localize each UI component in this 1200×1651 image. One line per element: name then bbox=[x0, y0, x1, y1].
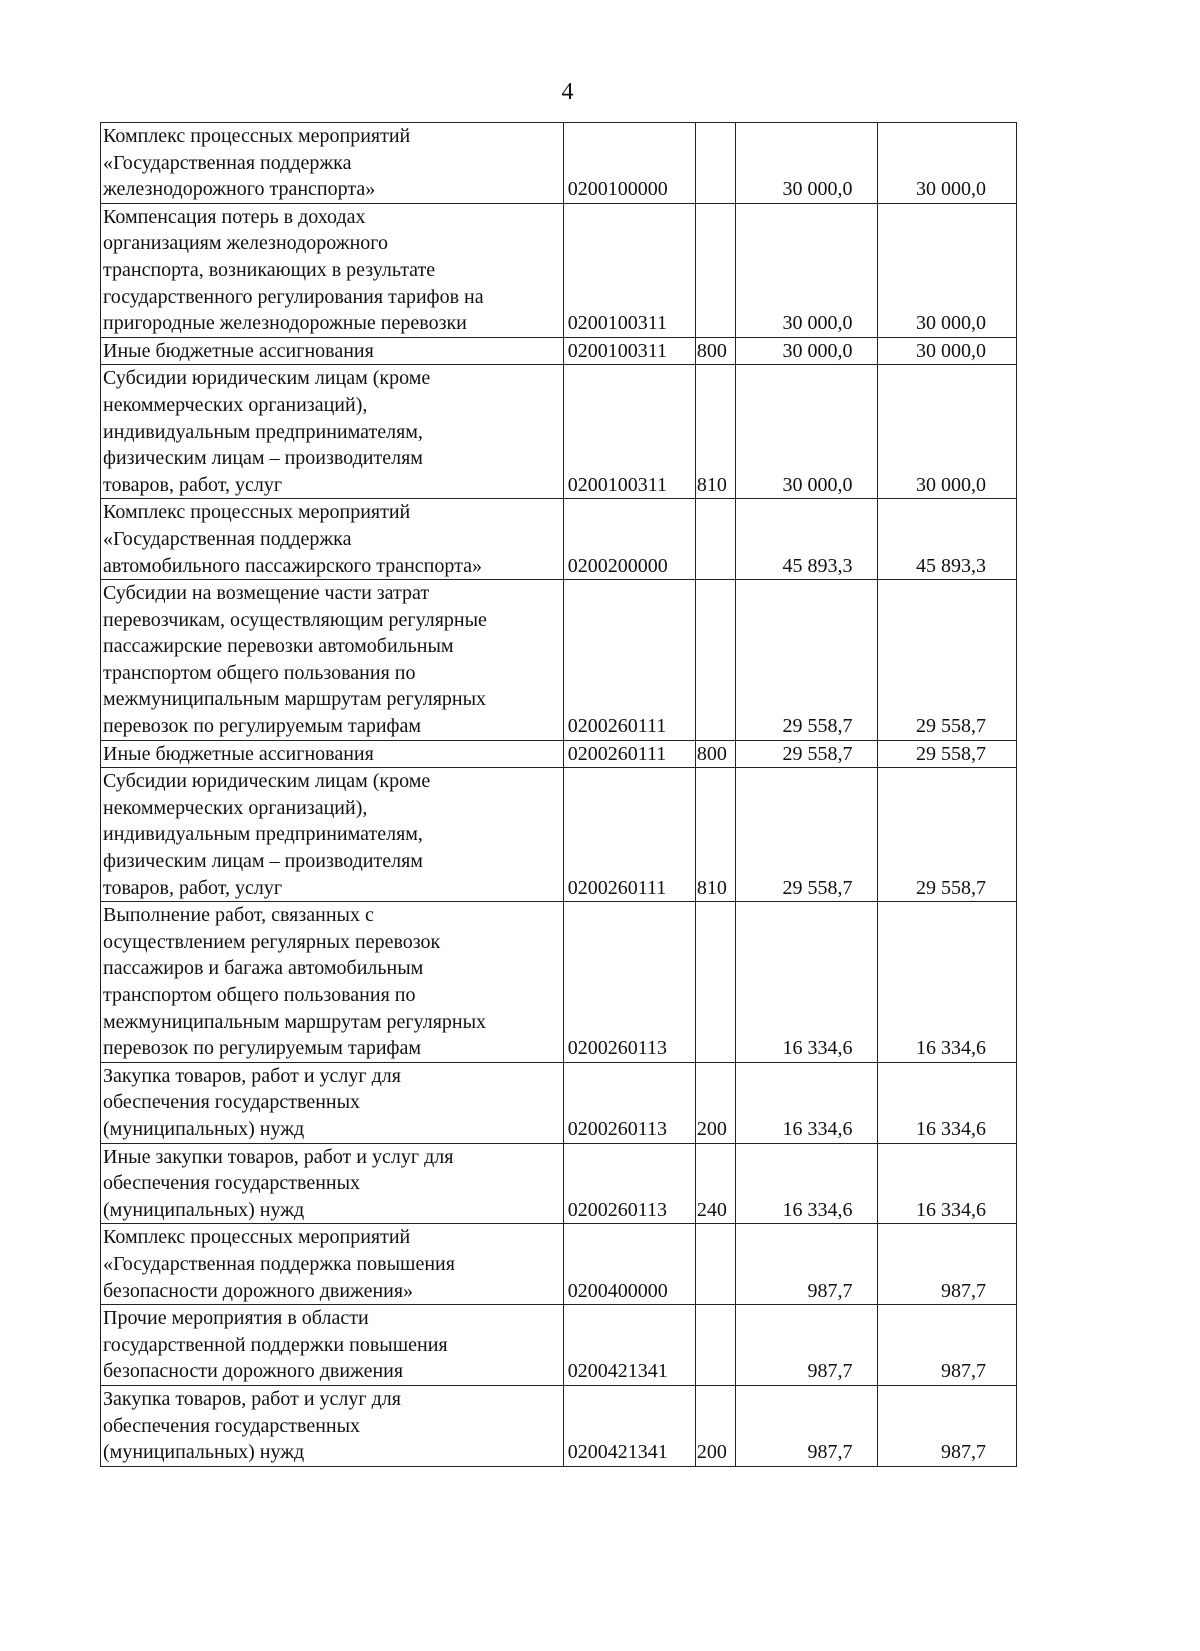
table-row bbox=[101, 499, 1017, 580]
expense-name-line: (муниципальных) нужд bbox=[103, 1441, 305, 1464]
expense-name-line: Комплекс процессных мероприятий bbox=[103, 125, 411, 147]
expense-name-line: «Государственная поддержка повышения bbox=[103, 1252, 455, 1275]
expense-name-line: транспортом общего пользования по bbox=[103, 661, 416, 684]
amount-second-cell: 16 334,6 bbox=[877, 1062, 1016, 1143]
expense-name-line: транспортом общего пользования по bbox=[103, 984, 416, 1006]
amount-second-cell: 30 000,0 bbox=[877, 337, 1016, 365]
target-article-cell: 0200400000 bbox=[563, 1224, 695, 1305]
amount-second-cell: 30 000,0 bbox=[877, 203, 1016, 337]
table-row bbox=[101, 902, 1017, 1063]
expense-name-line: пригородные железнодорожные перевозки bbox=[103, 312, 467, 335]
table-row bbox=[101, 123, 1017, 204]
expense-name-line: Субсидии на возмещение части затрат bbox=[103, 582, 430, 605]
amount-first-cell: 45 893,3 bbox=[735, 499, 877, 580]
expense-name-line: пассажирские перевозки автомобильным bbox=[103, 635, 454, 658]
expense-name-line: индивидуальным предпринимателям, bbox=[103, 823, 423, 846]
expense-type-cell: 200 bbox=[695, 1385, 735, 1466]
expense-name-cell bbox=[101, 768, 564, 902]
table-row bbox=[101, 1224, 1017, 1305]
expense-name-line: Выполнение работ, связанных с bbox=[103, 904, 374, 927]
expense-type-cell bbox=[695, 123, 735, 204]
expense-name-line: некоммерческих организаций), bbox=[103, 796, 368, 819]
amount-first-cell: 29 558,7 bbox=[735, 740, 877, 768]
amount-second-cell: 987,7 bbox=[877, 1224, 1016, 1305]
amount-second-cell: 16 334,6 bbox=[877, 902, 1016, 1063]
expense-type-cell: 810 bbox=[695, 768, 735, 902]
expense-name-line: «Государственная поддержка bbox=[103, 151, 352, 174]
amount-second-cell: 30 000,0 bbox=[877, 123, 1016, 204]
expense-name-cell bbox=[101, 1224, 564, 1305]
expense-name-line: (муниципальных) нужд bbox=[103, 1117, 305, 1140]
table-row bbox=[101, 365, 1017, 499]
target-article-cell: 0200100311 bbox=[563, 365, 695, 499]
amount-first-cell: 30 000,0 bbox=[735, 203, 877, 337]
expense-name-line: транспорта, возникающих в результате bbox=[103, 258, 436, 281]
amount-second-cell: 29 558,7 bbox=[877, 768, 1016, 902]
expense-type-cell bbox=[695, 203, 735, 337]
amount-first-cell: 29 558,7 bbox=[735, 580, 877, 741]
expense-name-line: железнодорожного транспорта» bbox=[103, 178, 376, 201]
table-row bbox=[101, 1305, 1017, 1386]
expense-type-cell bbox=[695, 499, 735, 580]
expense-name-cell bbox=[101, 1385, 564, 1466]
amount-first-cell: 30 000,0 bbox=[735, 123, 877, 204]
target-article-cell: 0200421341 bbox=[563, 1305, 695, 1386]
expense-name-line: обеспечения государственных bbox=[103, 1091, 361, 1114]
target-article-cell: 0200260111 bbox=[563, 768, 695, 902]
budget-table-body bbox=[101, 123, 1017, 1467]
expense-name-line: автомобильного пассажирского транспорта» bbox=[103, 554, 482, 577]
expense-name-line: Прочие мероприятия в области bbox=[103, 1307, 369, 1330]
expense-name-line: межмуниципальным маршрутам регулярных bbox=[103, 1010, 487, 1033]
expense-name-line: осуществлением регулярных перевозок bbox=[103, 930, 441, 953]
amount-second-cell: 45 893,3 bbox=[877, 499, 1016, 580]
expense-name-line: Иные бюджетные ассигнования bbox=[103, 339, 374, 362]
amount-first-cell: 30 000,0 bbox=[735, 365, 877, 499]
expense-name-line: товаров, работ, услуг bbox=[103, 876, 283, 899]
expense-name-line: Комплекс процессных мероприятий bbox=[103, 1226, 411, 1249]
expense-name-cell bbox=[101, 1143, 564, 1224]
expense-name-line: физическим лицам – производителям bbox=[103, 447, 423, 470]
target-article-cell: 0200100311 bbox=[563, 203, 695, 337]
expense-name-cell bbox=[101, 203, 564, 337]
expense-name-line: пассажиров и багажа автомобильным bbox=[103, 957, 424, 980]
expense-type-cell bbox=[695, 902, 735, 1063]
table-row bbox=[101, 203, 1017, 337]
expense-name-line: перевозок по регулируемым тарифам bbox=[103, 715, 422, 738]
amount-second-cell: 29 558,7 bbox=[877, 580, 1016, 741]
expense-name-line: Компенсация потерь в доходах bbox=[103, 205, 366, 228]
expense-name-line: перевозок по регулируемым тарифам bbox=[103, 1037, 422, 1060]
expense-name-line: безопасности дорожного движения bbox=[103, 1360, 404, 1383]
expense-name-line: Иные закупки товаров, работ и услуг для bbox=[103, 1145, 454, 1168]
target-article-cell: 0200260111 bbox=[563, 580, 695, 741]
expense-name-line: «Государственная поддержка bbox=[103, 527, 352, 550]
expense-name-line: организациям железнодорожного bbox=[103, 232, 388, 255]
expense-type-cell: 810 bbox=[695, 365, 735, 499]
expense-name-line: Комплекс процессных мероприятий bbox=[103, 501, 411, 524]
expense-name-line: перевозчикам, осуществляющим регулярные bbox=[103, 608, 487, 631]
expense-type-cell: 800 bbox=[695, 740, 735, 768]
expense-name-cell bbox=[101, 123, 564, 204]
expense-name-line: физическим лицам – производителям bbox=[103, 850, 423, 873]
amount-first-cell: 987,7 bbox=[735, 1385, 877, 1466]
table-row bbox=[101, 768, 1017, 902]
expense-name-line: Субсидии юридическим лицам (кроме bbox=[103, 770, 431, 793]
target-article-cell: 0200260113 bbox=[563, 1143, 695, 1224]
expense-name-cell bbox=[101, 1305, 564, 1386]
table-row bbox=[101, 337, 1017, 365]
amount-first-cell: 30 000,0 bbox=[735, 337, 877, 365]
expense-type-cell bbox=[695, 1224, 735, 1305]
amount-first-cell: 29 558,7 bbox=[735, 768, 877, 902]
expense-name-line: индивидуальным предпринимателям, bbox=[103, 420, 423, 443]
target-article-cell: 0200100311 bbox=[563, 337, 695, 365]
expense-name-cell bbox=[101, 337, 564, 365]
expense-name-line: некоммерческих организаций), bbox=[103, 393, 368, 416]
expense-type-cell bbox=[695, 580, 735, 741]
amount-first-cell: 987,7 bbox=[735, 1305, 877, 1386]
amount-first-cell: 16 334,6 bbox=[735, 1143, 877, 1224]
expense-name-cell bbox=[101, 1062, 564, 1143]
target-article-cell: 0200260113 bbox=[563, 1062, 695, 1143]
table-row bbox=[101, 1143, 1017, 1224]
expense-name-line: Закупка товаров, работ и услуг для bbox=[103, 1064, 401, 1087]
expense-name-line: обеспечения государственных bbox=[103, 1414, 361, 1437]
amount-second-cell: 987,7 bbox=[877, 1385, 1016, 1466]
expense-name-line: Закупка товаров, работ и услуг для bbox=[103, 1387, 401, 1410]
target-article-cell: 0200421341 bbox=[563, 1385, 695, 1466]
expense-name-cell bbox=[101, 580, 564, 741]
budget-table bbox=[100, 122, 1017, 1467]
table-row bbox=[101, 740, 1017, 768]
expense-name-line: Иные бюджетные ассигнования bbox=[103, 742, 374, 765]
expense-name-line: товаров, работ, услуг bbox=[103, 473, 283, 496]
page-number: 4 bbox=[561, 79, 574, 105]
target-article-cell: 0200260111 bbox=[563, 740, 695, 768]
expense-type-cell bbox=[695, 1305, 735, 1386]
expense-name-cell bbox=[101, 365, 564, 499]
target-article-cell: 0200260113 bbox=[563, 902, 695, 1063]
expense-name-cell bbox=[101, 902, 564, 1063]
expense-name-cell bbox=[101, 740, 564, 768]
table-row bbox=[101, 580, 1017, 741]
amount-second-cell: 29 558,7 bbox=[877, 740, 1016, 768]
amount-second-cell: 16 334,6 bbox=[877, 1143, 1016, 1224]
table-row bbox=[101, 1062, 1017, 1143]
amount-second-cell: 987,7 bbox=[877, 1305, 1016, 1386]
expense-name-cell bbox=[101, 499, 564, 580]
amount-second-cell: 30 000,0 bbox=[877, 365, 1016, 499]
amount-first-cell: 16 334,6 bbox=[735, 902, 877, 1063]
expense-name-line: государственного регулирования тарифов на bbox=[103, 285, 484, 308]
expense-name-line: (муниципальных) нужд bbox=[103, 1198, 305, 1221]
expense-name-line: государственной поддержки повышения bbox=[103, 1333, 448, 1356]
amount-first-cell: 16 334,6 bbox=[735, 1062, 877, 1143]
expense-type-cell: 800 bbox=[695, 337, 735, 365]
target-article-cell: 0200100000 bbox=[563, 123, 695, 204]
expense-type-cell: 200 bbox=[695, 1062, 735, 1143]
target-article-cell: 0200200000 bbox=[563, 499, 695, 580]
expense-name-line: межмуниципальным маршрутам регулярных bbox=[103, 688, 487, 711]
expense-name-line: обеспечения государственных bbox=[103, 1172, 361, 1195]
table-row bbox=[101, 1385, 1017, 1466]
expense-name-line: Субсидии юридическим лицам (кроме bbox=[103, 367, 431, 390]
expense-type-cell: 240 bbox=[695, 1143, 735, 1224]
amount-first-cell: 987,7 bbox=[735, 1224, 877, 1305]
expense-name-line: безопасности дорожного движения» bbox=[103, 1279, 414, 1302]
